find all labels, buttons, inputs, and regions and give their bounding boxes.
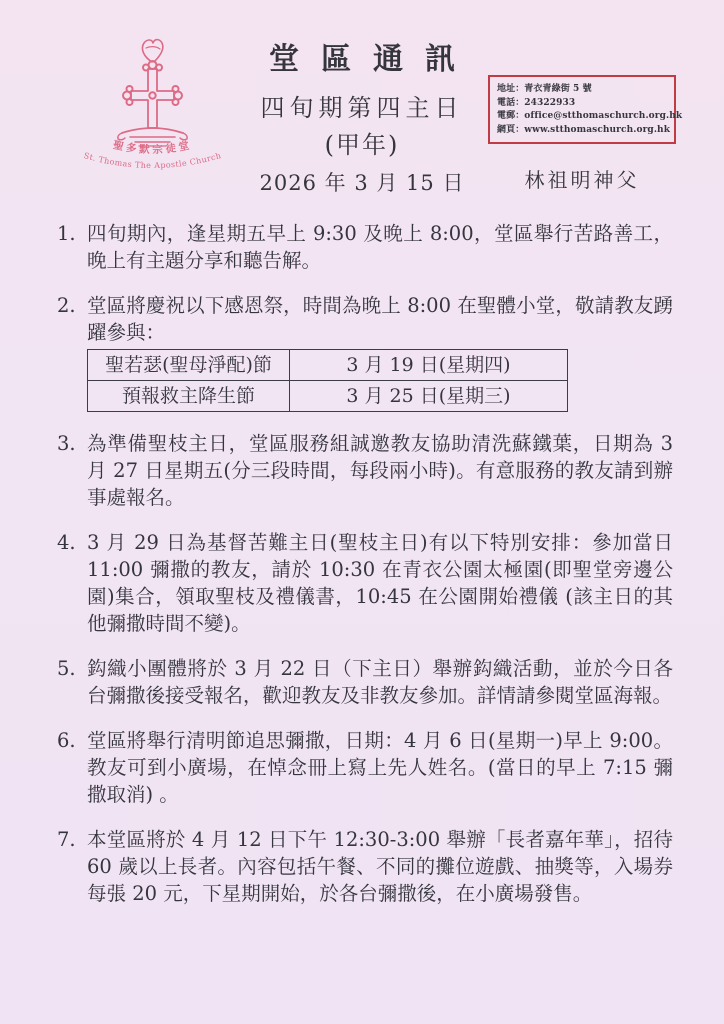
church-logo xyxy=(80,36,225,184)
feast-date-cell: 3 月 25 日(星期三) xyxy=(290,381,568,412)
item-number: 6. xyxy=(57,729,76,752)
feast-schedule-table xyxy=(87,349,568,412)
contact-email: 電郵：office@stthomaschurch.org.hk xyxy=(497,111,683,121)
item-text: 堂區將舉行清明節追思彌撒，日期：4 月 6 日(星期一)早上 9:00。教友可到小廣場，在悼念冊上寫上先人姓名。(當日的早上 7:15 彌撒取消) 。 xyxy=(87,729,673,806)
subtitle-liturgical-sunday: 四旬期第四主日 xyxy=(260,94,464,122)
dove-icon xyxy=(142,40,162,62)
announcement-item-5 xyxy=(57,655,673,709)
item-text: 鈎織小團體將於 3 月 22 日（下主日）舉辦鈎織活動，並於今日各台彌撒後接受報名，歡迎教友及非教友參加。詳情請參閱堂區海報。 xyxy=(87,657,673,707)
contact-website: 網頁：www.stthomaschurch.org.hk xyxy=(497,124,671,135)
feast-date-cell: 3 月 19 日(星期四) xyxy=(290,350,568,381)
announcement-item-2 xyxy=(57,292,673,412)
page-title-text: 堂區通訊 xyxy=(269,42,477,77)
announcement-item-7 xyxy=(57,826,673,907)
announcement-item-4 xyxy=(57,529,673,637)
table-row xyxy=(88,381,568,412)
item-body xyxy=(87,292,673,412)
item-text: 為準備聖枝主日，堂區服務組誠邀教友協助清洗蘇鐵葉，日期為 3 月 27 日星期五(分三段時間，每段兩小時)。有意服務的教友請到辦事處報名。 xyxy=(87,432,673,509)
item-number: 3. xyxy=(57,432,76,455)
feast-name-cell: 預報救主降生節 xyxy=(88,381,290,412)
contact-phone: 電話：24322933 xyxy=(497,97,576,108)
item-text: 四旬期內，逢星期五早上 9:30 及晚上 8:00，堂區舉行苦路善工，晚上有主題分享和聽告解。 xyxy=(87,222,673,272)
logo-chinese-name: 聖多默宗徒堂 xyxy=(111,139,194,157)
contact-address: 地址：青衣青綠街 5 號 xyxy=(497,84,592,94)
item-text: 本堂區將於 4 月 12 日下午 12:30-3:00 舉辦「長者嘉年華」，招待 60 歲以上長者。內容包括午餐、不同的攤位遊戲、抽獎等，入場券每張 20 元，下星期開始，於各台彌撒後，在小廣場發售。 xyxy=(87,828,673,905)
issue-date: 2026 年 3 月 15 日 xyxy=(259,171,465,195)
item-number: 2. xyxy=(57,294,76,317)
priest-name: 林祖明神父 xyxy=(524,168,640,192)
contact-info-box xyxy=(488,75,683,144)
logo-english-name: St. Thomas The Apostle Church xyxy=(82,151,223,171)
liturgical-year-cycle: (甲年) xyxy=(324,131,400,159)
item-number: 4. xyxy=(57,531,76,554)
cross-icon xyxy=(123,61,182,128)
announcement-list xyxy=(57,220,673,925)
item-number: 5. xyxy=(57,657,76,680)
item-text: 堂區將慶祝以下感恩祭，時間為晚上 8:00 在聖體小堂，敬請教友踴躍參與： xyxy=(87,294,673,344)
item-number: 1. xyxy=(57,222,76,245)
announcement-item-3 xyxy=(57,430,673,511)
table-row xyxy=(88,350,568,381)
feast-name-cell: 聖若瑟(聖母淨配)節 xyxy=(88,350,290,381)
item-number: 7. xyxy=(57,828,76,851)
announcement-item-6 xyxy=(57,727,673,808)
item-text: 3 月 29 日為基督苦難主日(聖枝主日)有以下特別安排：參加當日 11:00 彌撒的教友，請於 10:30 在青衣公園太極園(即聖堂旁邊公園)集合，領取聖枝及禮儀書，10:45 在公園開始禮儀 (該主日的其他彌撒時間不變)。 xyxy=(87,531,673,635)
announcement-item-1 xyxy=(57,220,673,274)
